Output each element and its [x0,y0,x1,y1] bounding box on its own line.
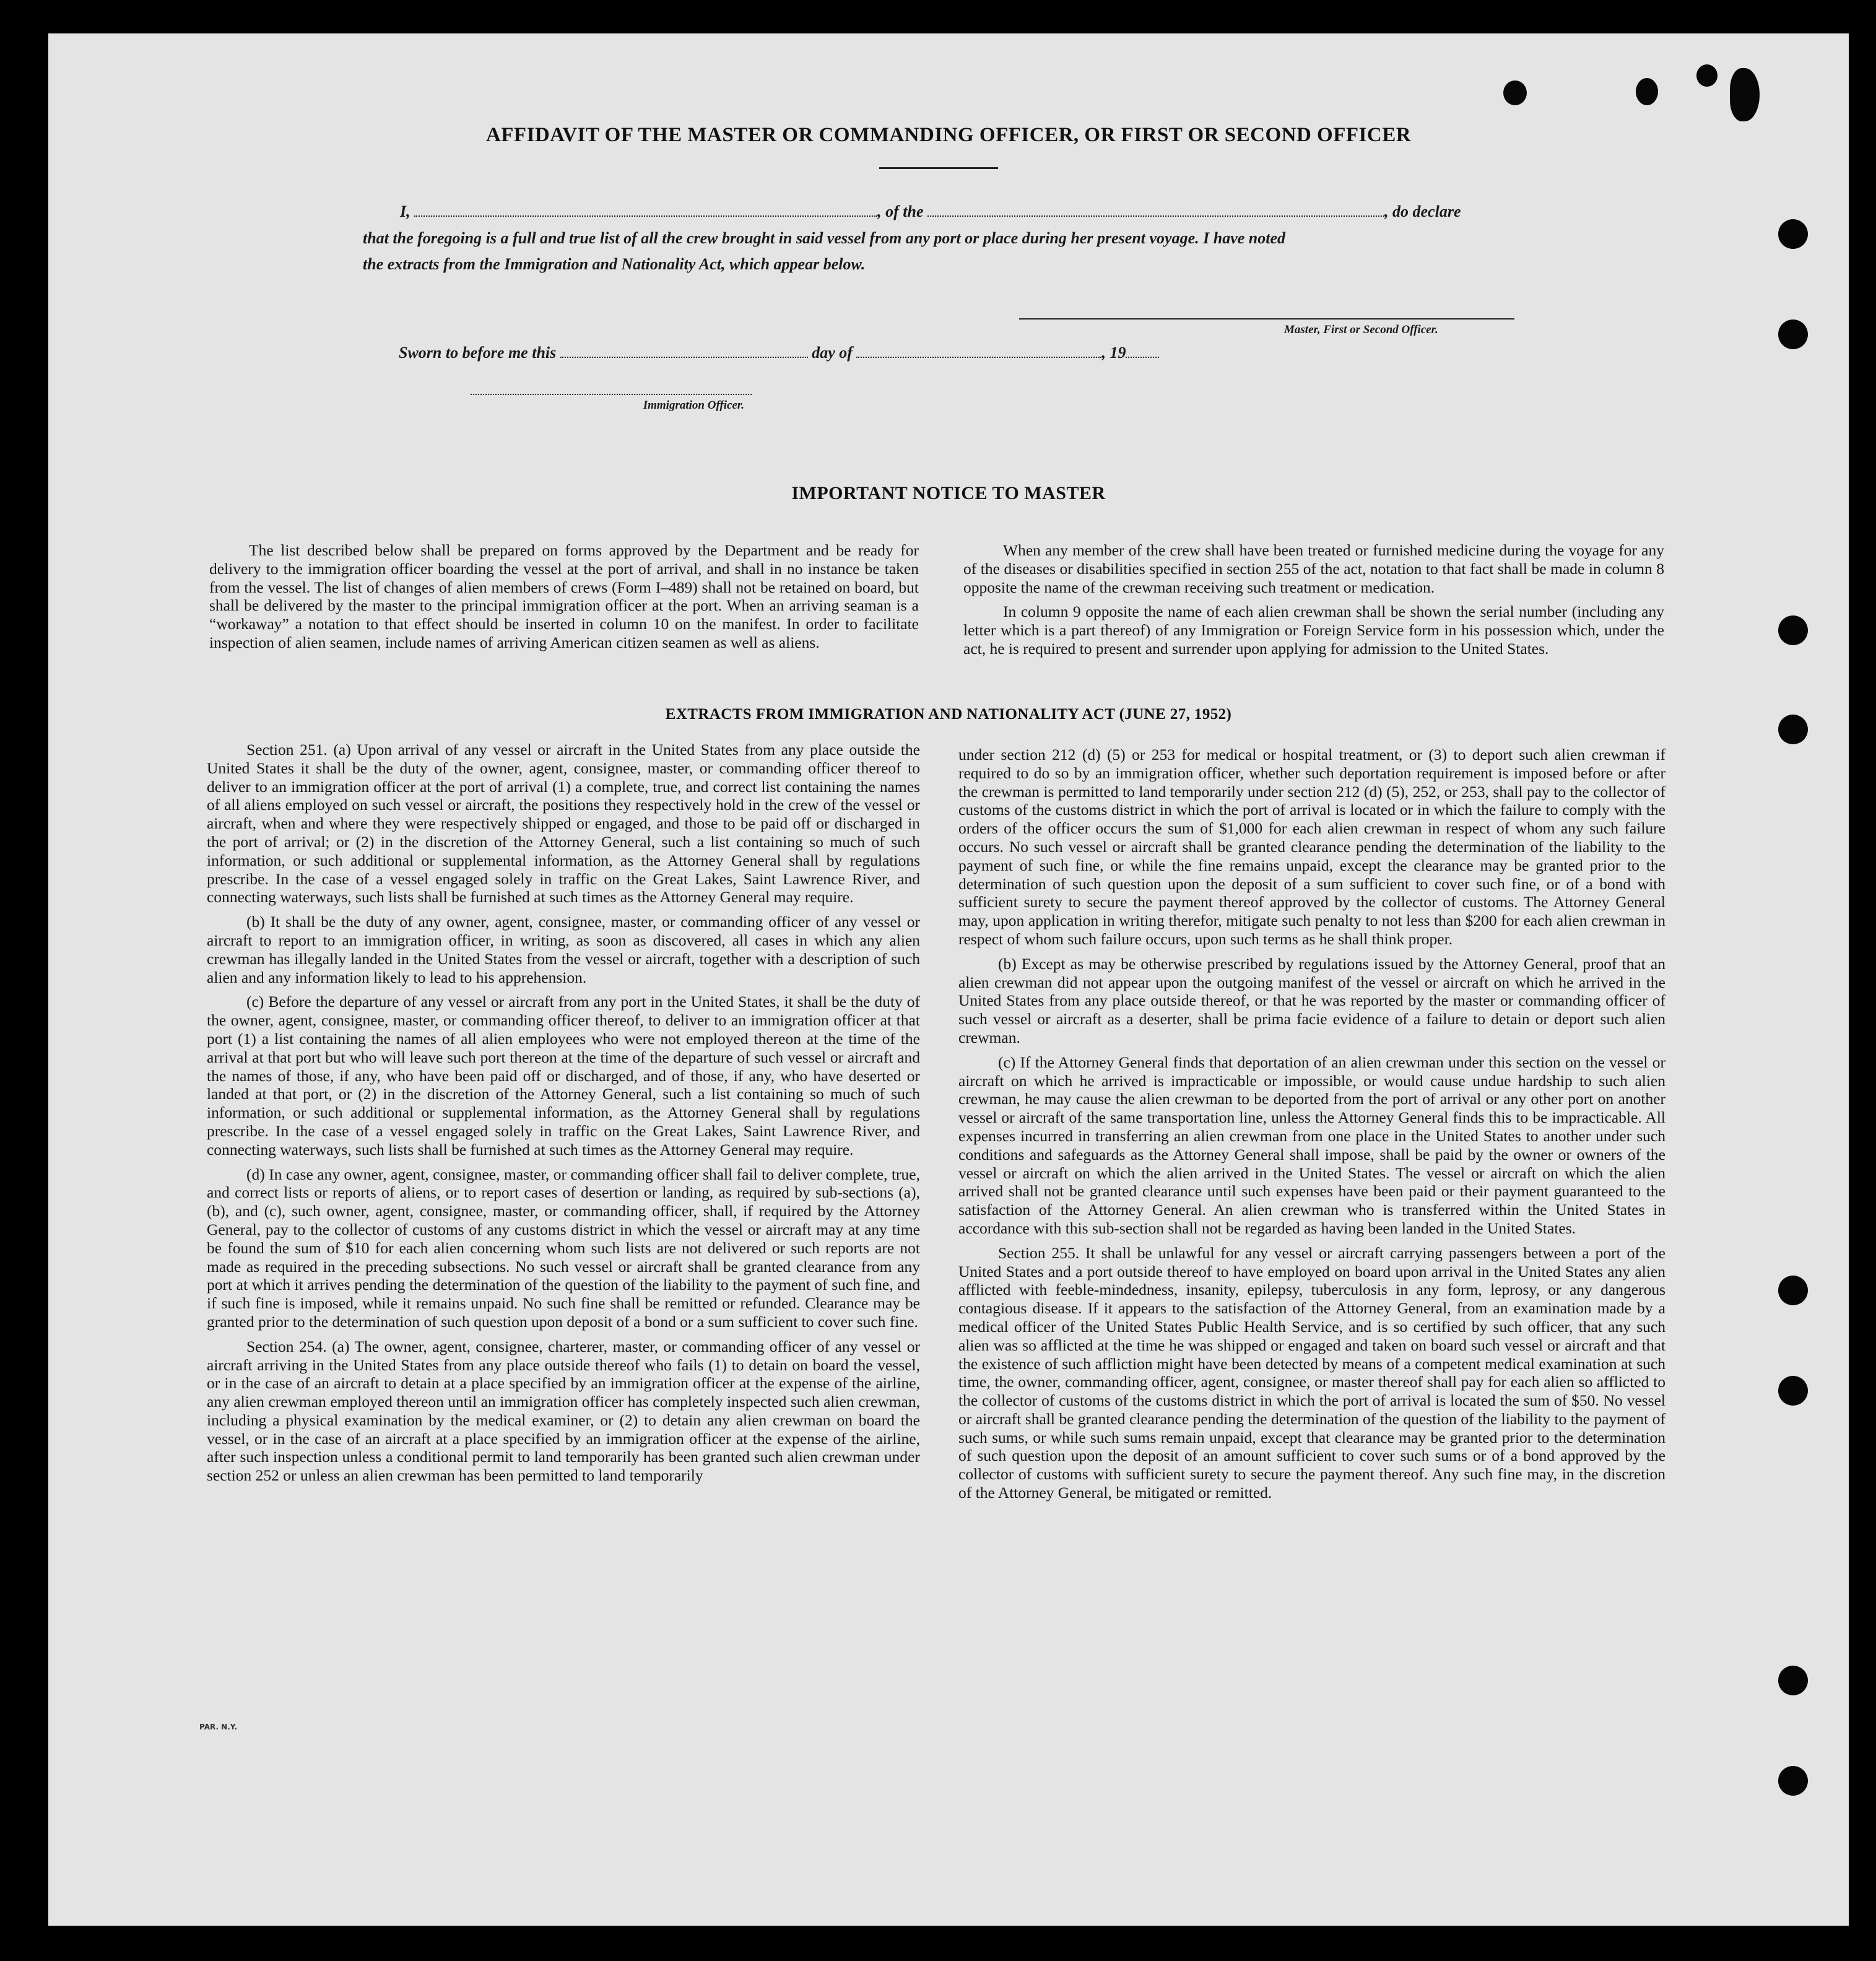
extract-paragraph: (b) Except as may be otherwise prescribed by regulations issued by the Attorney General, proof that an alien crewman did not appear upon the outgoing manifest of the vessel or aircraft on which he arrived in the United States from any place outside thereof, or that he was reported by the master or commanding officer of such vessel or aircraft as a deserter, shall be prima facie evidence of a failure to detain or deport such alien crewman. [958,954,1665,1046]
extract-paragraph: (c) Before the departure of any vessel or aircraft from any port in the United States, it shall be the duty of the owner, agent, consignee, master, or commanding officer thereof, to deliver to an immigration officer at that port (1) a list containing the names of all alien employees who were not employed thereon at the time of the arrival at that port but who will leave such port thereon at the time of the departure of such vessel or aircraft and the names of those, if any, who have been paid off or discharged, and of those, if any, who have deserted or landed at that port, or (2) in the discretion of the Attorney General, such a list containing so much of such information, or such additional or supplemental information, as the Attorney General shall by regulations prescribe. In the case of a vessel engaged solely in traffic on the Great Lakes, Saint Lawrence River, and connecting waterways, such lists shall be furnished at such times as the Attorney General may require. [207,993,920,1159]
name-blank [414,202,877,217]
ink-blot [1730,68,1760,121]
extract-paragraph: Section 255. It shall be unlawful for any vessel or aircraft carrying passengers between a port of the United States and a port outside thereof to have employed on board upon arrival in the United States any alien afflicted with feeble-mindedness, insanity, epilepsy, tuberculosis in any form, leprosy, or any dangerous contagious disease. If it appears to the satisfaction of the Attorney General, from an examination made by a medical officer of the United States Public Health Service, and is so certified by such officer, that any such alien was so afflicted at the time he was shipped or engaged and taken on board such vessel or aircraft and that the existence of such affliction might have been detected by means of a competent medical examination at such time, the owner, commanding officer, agent, consignee, or master thereof shall pay for each alien so afflicted to the collector of customs of the customs district in which the port of arrival is located the sum of $50. No vessel or aircraft shall be granted clearance pending the determination of the question of the liability to the payment of such sums, or while such sums remain unpaid, except that clearance may be granted prior to the determination of such question upon the deposit of an amount sufficient to cover such sums or of a bond approved by the collector of customs with sufficient surety to secure the payment thereof. Any such fine may, in the discretion of the Attorney General, be mitigated or remitted. [958,1243,1665,1502]
extract-paragraph: (d) In case any owner, agent, consignee, master, or commanding officer shall fail to deliver complete, true, and correct lists or reports of aliens, or to report cases of desertion or landing, as required by sub-sections (a), (b), and (c), such owner, agent, consignee, master, or commanding officer, shall, if required by the Attorney General, pay to the collector of customs of any customs district in which the vessel or aircraft may at any time be found the sum of $10 for each alien concerning whom such lists are not delivered or such reports are not made as required in the preceding subsections. No such vessel or aircraft shall be granted clearance from any port at which it arrives pending the determination of the question of the liability to the payment of such fine, and if such fine is imposed, while it remains unpaid. No such fine shall be remitted or refunded. Clearance may be granted prior to the determination of such question upon deposit of a bond or a sum sufficient to cover such fine. [207,1165,920,1331]
punch-hole [1778,715,1808,744]
month-blank [856,343,1101,358]
year-blank [1126,343,1159,358]
punch-hole [1778,1376,1808,1406]
sworn-line [399,343,1159,362]
extract-paragraph: Section 251. (a) Upon arrival of any vessel or aircraft in the United States from any place outside the United States it shall be the duty of the owner, agent, consignee, master, or commanding officer thereof to deliver to an immigration officer at the port of arrival (1) a complete, true, and correct list containing the names of all aliens employed on such vessel or aircraft, the positions they respectively hold in the crew of the vessel or aircraft, when and where they were respectively shipped or engaged, and those to be paid off or discharged in the port of arrival; or (2) in the discretion of the Attorney General, such a list containing so much of such information, or such additional or supplemental information, as the Attorney General shall by regulations prescribe. In the case of a vessel engaged solely in traffic on the Great Lakes, Saint Lawrence River, and connecting waterways, such lists shall be furnished at such times as the Attorney General may require. [207,741,920,907]
ink-blot [1503,80,1527,105]
master-caption: Master, First or Second Officer. [1284,323,1438,336]
text-i: I, [400,202,410,220]
text-day-of: day of [812,344,853,362]
punch-hole [1778,1766,1808,1796]
extract-paragraph: under section 212 (d) (5) or 253 for medical or hospital treatment, or (3) to deport such alien crewman if required to do so by an immigration officer, whether such deportation requirement is imposed before or after the crewman is permitted to land temporarily under section 212 (d) (5), 252, or 253, shall pay to the collector of customs of the customs district in which the port of arrival is located or in which the failure to comply with the orders of the officer occurs the sum of $1,000 for each alien crewman in respect of whom any such failure occurs. No such vessel or aircraft shall be granted clearance pending the determination of the liability to the payment of such fine, or while the fine remains unpaid, except the clearance may be granted prior to the determination of such question upon the deposit of a sum sufficient to cover such fine, or of a bond with sufficient surety to secure the payment thereof approved by the collector of customs. The Attorney General may, upon application in writing therefor, mitigate such penalty to not less than $200 for each alien crewman in respect of whom such failure occurs, upon such terms as he shall think proper. [958,746,1665,948]
vessel-blank [927,202,1384,217]
declaration-line-1 [400,202,1461,221]
notice-title: IMPORTANT NOTICE TO MASTER [791,483,1106,503]
notice-left-paragraph: The list described below shall be prepared on forms approved by the Department and be ready for delivery to the immigration officer boarding the vessel at the port of arrival, and shall in no instance be taken from the vessel. The list of changes of alien members of crews (Form I–489) shall not be retained on board, but shall be delivered by the master to the principal immigration officer at the port. When an arriving seaman is a “workaway” a notation to that effect should be inserted in column 10 on the manifest. In order to facilitate inspection of alien seamen, include names of arriving American citizen seamen as well as aliens. [209,541,919,651]
affidavit-title: AFFIDAVIT OF THE MASTER OR COMMANDING OFFICER, OR FIRST OR SECOND OFFICER [485,124,1412,146]
notice-right-paragraph-1: When any member of the crew shall have been treated or furnished medicine during the voyage for any of the diseases or disabilities specified in section 255 of the act, notation to that fact shall be made in column 8 opposite the name of the crewman receiving such treatment or medication. [963,541,1664,596]
text-sworn: Sworn to before me this [399,344,557,362]
printer-mark: PAR. N.Y. [199,1723,238,1731]
ink-blot [1696,64,1717,87]
text-declare: , do declare [1384,202,1461,220]
title-underline [879,167,998,169]
declaration-line-3: the extracts from the Immigration and Nationality Act, which appear below. [363,255,866,273]
officer-signature-line [471,394,752,395]
extract-paragraph: Section 254. (a) The owner, agent, consignee, charterer, master, or commanding officer of any vessel or aircraft arriving in the United States from any place outside thereof who fails (1) to detain on board the vessel, or in the case of an aircraft to detain at a place specified by an immigration officer at the expense of the airline, any alien crewman employed thereon until an immigration officer has completely inspected such alien crewman, including a physical examination by the medical examiner, or (2) to detain any alien crewman on board the vessel, or in the case of an aircraft at a place specified by an immigration officer at the expense of the airline, after such inspection unless a conditional permit to land temporarily has been granted such alien crewman under section 252 or unless an alien crewman has been permitted to land temporarily [207,1337,920,1485]
punch-hole [1778,1666,1808,1695]
ink-blot [1636,78,1658,105]
notice-right-paragraph-2: In column 9 opposite the name of each alien crewman shall be shown the serial number (including any letter which is a part thereof) of any Immigration or Foreign Service form in his possession which, under the act, he is required to present and surrender upon applying for admission to the United States. [963,602,1664,658]
notice-left-column [209,541,919,658]
sworn-day-blank [560,343,808,358]
punch-hole [1778,320,1808,349]
extracts-right-column [958,746,1665,1508]
extract-paragraph: (c) If the Attorney General finds that deportation of an alien crewman under this section on the vessel or aircraft on which he arrived is impracticable or impossible, or would cause undue hardship to such alien crewman, he may cause the alien crewman to be deported from the port of arrival or any other port on another vessel or aircraft of the same transportation line, unless the Attorney General finds this to be impracticable. All expenses incurred in transferring an alien crewman from one place in the United States to another under such conditions and safeguards as the Attorney General shall impose, shall be paid by the owner or owners of the vessel or aircraft on which the alien arrived in the United States. The vessel or aircraft on which the alien arrived shall not be granted clearance until such expenses have been paid or their payment guaranteed to the satisfaction of the Attorney General. An alien crewman who is transferred within the United States in accordance with this sub-section shall not be regarded as having been landed in the United States. [958,1053,1665,1237]
extracts-title: EXTRACTS FROM IMMIGRATION AND NATIONALITY ACT (JUNE 27, 1952) [665,706,1232,723]
punch-hole [1778,219,1808,249]
declaration-line-2: that the foregoing is a full and true list of all the crew brought in said vessel from any port or place during her present voyage. I have noted [363,229,1286,247]
extracts-left-column [207,741,920,1491]
punch-hole [1778,615,1808,645]
extract-paragraph: (b) It shall be the duty of any owner, agent, consignee, master, or commanding officer of any vessel or aircraft to report to an immigration officer, in writing, as soon as discovered, all cases in which any alien crewman has illegally landed in the United States from the vessel or aircraft, together with a description of such alien and any information likely to lead to his apprehension. [207,913,920,986]
text-of-the: , of the [877,202,924,220]
text-year: , 19 [1101,344,1126,362]
officer-caption: Immigration Officer. [643,399,744,412]
document-page [48,33,1849,1926]
master-signature-line [1019,318,1514,320]
notice-right-column [963,541,1664,664]
punch-hole [1778,1276,1808,1305]
